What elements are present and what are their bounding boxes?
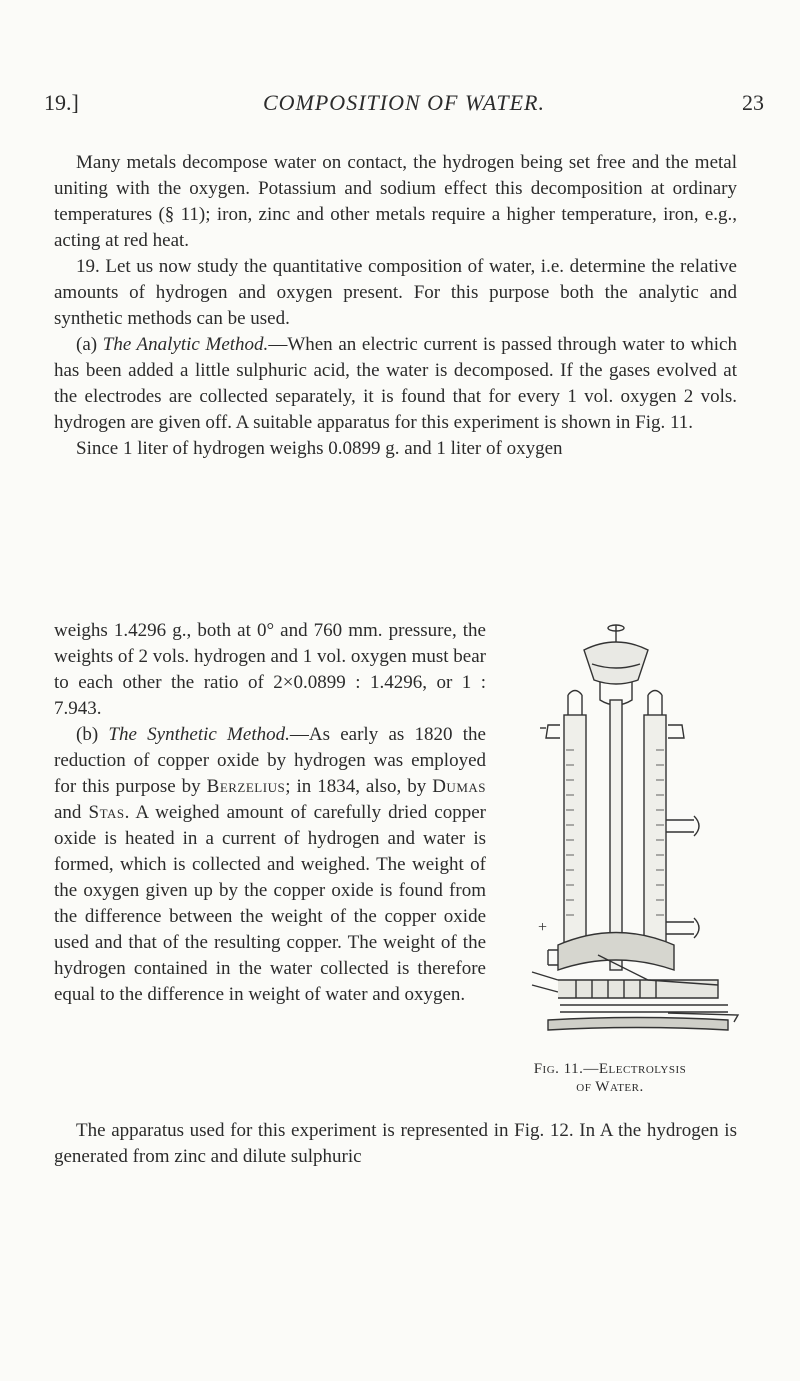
paragraph-synthetic-method [54,722,486,1008]
analytic-text: —When an electric current is passed through water to which has been added a little sulphuric acid, the water is decomposed. If the gases evolved at the electrodes are collected separately, it is found that for every 1 vol. oxygen 2 vols. hydrogen are given off. A suitable apparatus for this experiment is shown in Fig. 11. [54,334,737,433]
synthetic-text-b: ; in 1834, also, by [285,776,433,797]
page-number: 23 [742,90,764,115]
figure-caption [480,1060,740,1096]
paragraph-weights-continued: weighs 1.4296 g., both at 0° and 760 mm. pressure, the weights of 2 vols. hydrogen and 1 vol. oxygen must bear to each other the ratio of 2×0.0899 : 1.4296, or 1 : 7.943. [54,620,486,719]
paragraph-apparatus: The apparatus used for this experiment is represented in Fig. 12. In A the hydrogen is generated from zinc and dilute sulphuric [54,1120,737,1167]
synthetic-text-c: and [54,802,89,823]
synthetic-text-d: . A weighed amount of carefully dried copper oxide is heated in a current of hydrogen and water is formed, which is collected and weighed. The weight of the oxygen given up by the copper oxide is found from the difference between the weight of the copper oxide used and that of the resulting copper. The weight of the hydrogen contained in the water collected is therefore equal to the difference in weight of water and oxygen. [54,802,486,1005]
apparatus-drawing [488,620,743,1060]
electrolysis-apparatus-illustration [488,620,743,1060]
running-head [44,90,764,120]
name-dumas: Dumas [432,776,486,797]
body-text [54,150,737,462]
wrapped-text [54,618,486,1008]
caption-line-2: of Water. [576,1079,644,1095]
name-berzelius: Berzelius [206,776,286,797]
label-a: (a) [76,334,98,355]
caption-line-1: Fig. 11.—Electrolysis [533,1061,687,1077]
chapter-title: COMPOSITION OF WATER. [262,90,545,115]
paragraph-weights-first-line: Since 1 liter of hydrogen weighs 0.0899 g. and 1 liter of oxygen [76,438,563,459]
synthetic-heading: The Synthetic Method. [108,724,290,745]
paragraph-analytic-method [54,332,737,436]
paragraph-metals: Many metals decompose water on contact, the hydrogen being set free and the metal uniting with the oxygen. Potassium and sodium effect this decomposition at ordinary temperatures (§ 11); iron, zinc and other metals require a higher temperature, iron, e.g., acting at red heat. [54,152,737,251]
analytic-heading: The Analytic Method. [102,334,269,355]
plus-terminal-label: + [538,919,548,936]
paragraph-quantitative: 19. Let us now study the quantitative composition of water, i.e. determine the relative amounts of hydrogen and oxygen present. For this purpose both the analytic and synthetic methods can be used. [54,256,737,329]
section-number: 19.] [44,90,79,115]
closing-text [54,1118,737,1170]
name-stas: Stas [88,802,125,823]
label-b: (b) [76,724,99,745]
synthetic-text-a: —As early as 1820 the reduction of copper oxide by hydrogen was employed for this purpose by [54,724,486,797]
